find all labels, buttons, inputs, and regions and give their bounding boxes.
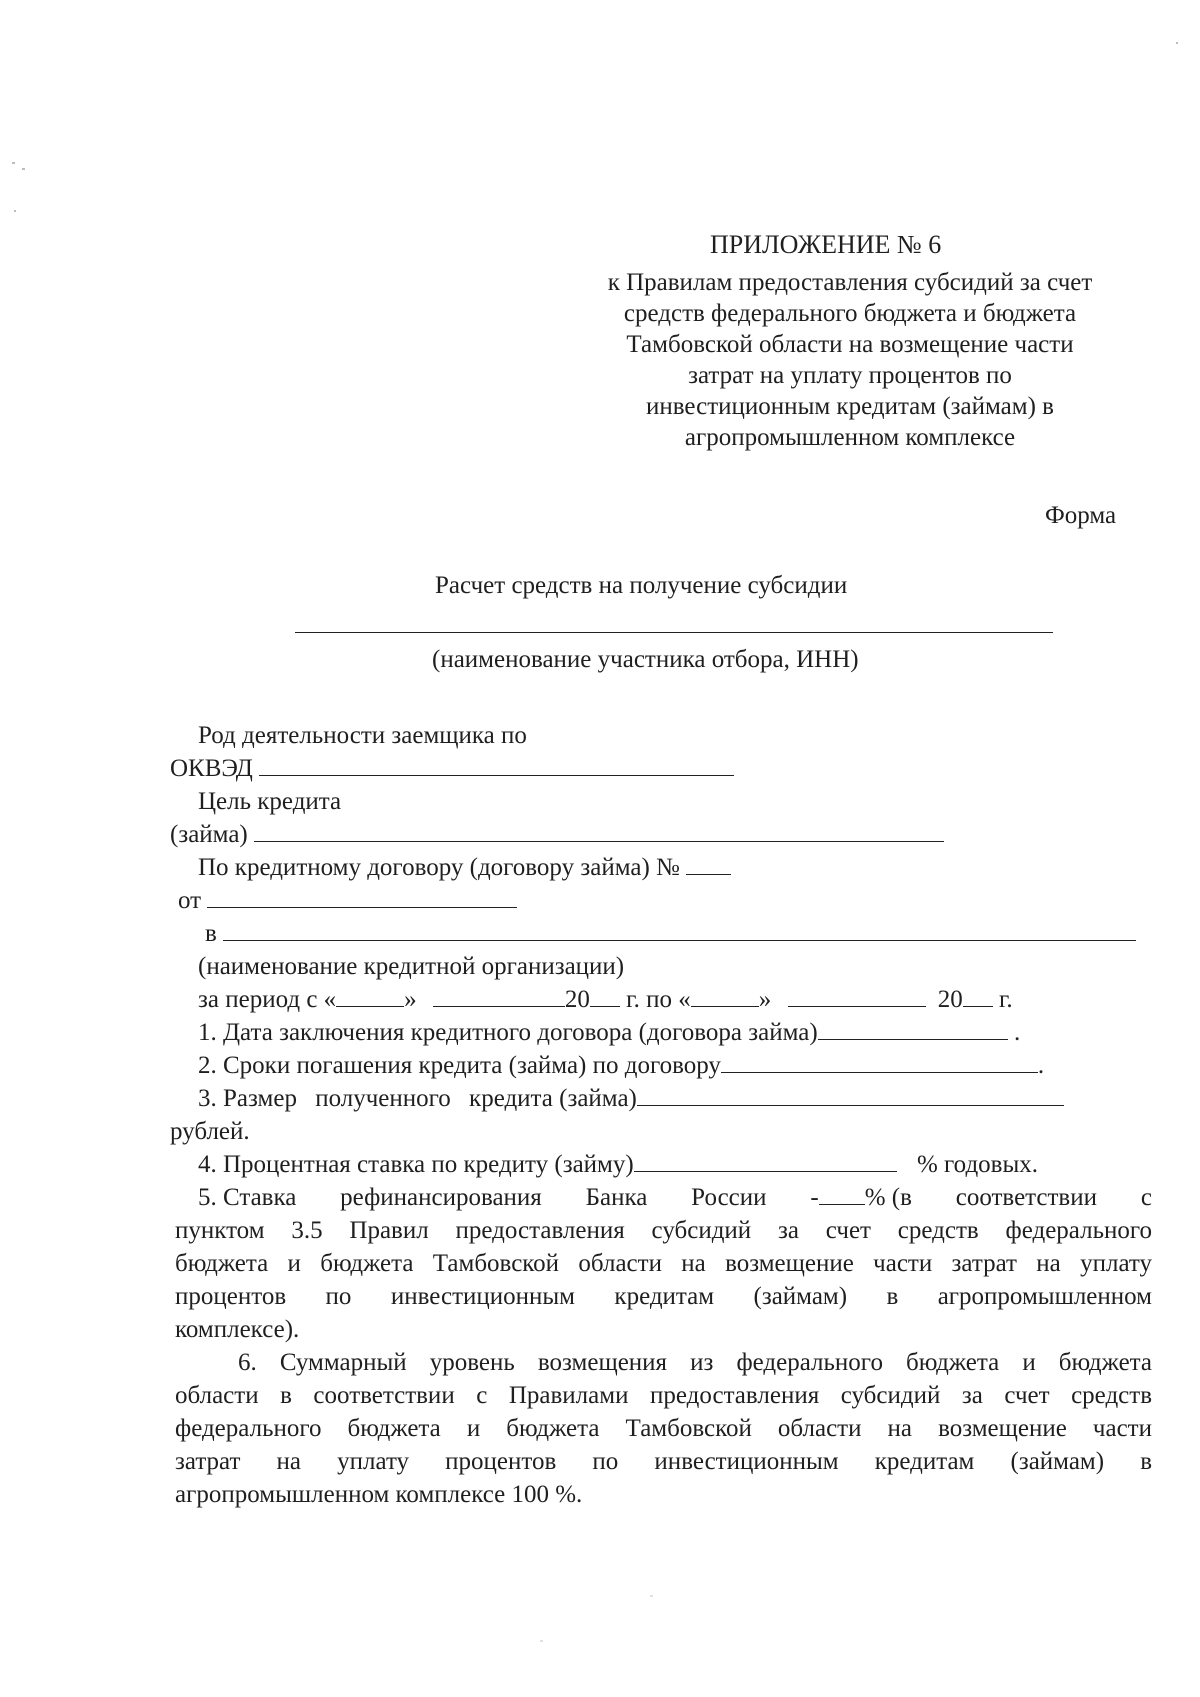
item-1-end: .	[1013, 1019, 1021, 1046]
okved-label: ОКВЭД	[170, 755, 253, 782]
loan-purpose-blank	[254, 823, 944, 842]
okved-row	[170, 756, 734, 781]
contract-label: По кредитному договору (договору займа) №	[198, 854, 680, 881]
quote-close: »	[404, 986, 417, 1013]
credit-org-caption: (наименование кредитной организации)	[198, 953, 625, 980]
item-1-blank	[818, 1021, 1008, 1040]
loan-purpose-row	[170, 822, 944, 847]
item-3-continuation: рублей.	[170, 1118, 250, 1145]
scan-speck	[540, 1640, 543, 1642]
item-5-first-line	[198, 1185, 1152, 1210]
credit-org-row	[205, 921, 1136, 946]
year-prefix: 20	[937, 986, 963, 1013]
item-5-blank	[819, 1186, 865, 1205]
item-5-line: пунктом 3.5 Правил предоставления субсидий за счет средств федерального	[175, 1217, 1152, 1244]
appendix-line: Тамбовской области на возмещение части	[626, 331, 1074, 358]
period-start-month-blank	[433, 988, 565, 1007]
item-5-word: рефинансирования	[340, 1184, 542, 1211]
item-5-word: России	[691, 1184, 767, 1211]
item-2-end: .	[1037, 1052, 1045, 1079]
activity-label: Род деятельности заемщика по	[198, 722, 527, 749]
item-6-line: 6. Суммарный уровень возмещения из федерального бюджета и бюджета	[238, 1349, 1152, 1376]
participant-name-line	[295, 632, 1053, 633]
item-5-rate	[810, 1185, 912, 1210]
appendix-line: агропромышленном комплексе	[684, 424, 1016, 451]
appendix-title: ПРИЛОЖЕНИЕ № 6	[710, 230, 942, 259]
item-5-word: соответствии	[955, 1184, 1097, 1211]
item-3-word: 3. Размер	[198, 1085, 297, 1112]
item-2-text: 2. Сроки погашения кредита (займа) по договору	[198, 1052, 721, 1079]
scan-speck	[12, 162, 15, 164]
loan-label: (займа)	[170, 821, 248, 848]
contract-date-blank	[207, 889, 517, 908]
item-5-line: бюджета и бюджета Тамбовской области на возмещение части затрат на уплату	[175, 1250, 1152, 1277]
item-5-word: Банка	[585, 1184, 648, 1211]
period-end-day-blank	[691, 988, 759, 1007]
year-suffix: г. по «	[619, 986, 691, 1013]
appendix-line: средств федерального бюджета и бюджета	[623, 300, 1077, 327]
item-4-blank	[634, 1153, 897, 1172]
form-label: Форма	[1045, 502, 1117, 529]
scan-speck	[650, 1595, 653, 1597]
item-6-line: затрат на уплату процентов по инвестиционным кредитам (займам) в	[175, 1448, 1152, 1475]
appendix-line: инвестиционным кредитам (займам) в	[646, 393, 1054, 420]
item-2-blank	[721, 1054, 1038, 1073]
year-end: г.	[992, 986, 1013, 1013]
purpose-label: Цель кредита	[198, 788, 342, 815]
period-end-year-blank	[963, 988, 993, 1007]
item-5-word: с	[1140, 1184, 1152, 1211]
year-prefix: 20	[564, 986, 590, 1013]
contract-number-blank	[686, 856, 731, 875]
item-3-word: полученного	[315, 1085, 451, 1112]
item-4	[198, 1152, 1038, 1177]
document-title: Расчет средств на получение субсидии	[435, 572, 848, 599]
period-end-month-blank	[788, 988, 926, 1007]
item-1	[198, 1020, 1020, 1045]
period-start-year-blank	[590, 988, 620, 1007]
appendix-line: к Правилам предоставления субсидий за счет	[607, 269, 1093, 296]
item-5-word: 5. Ставка	[198, 1184, 297, 1211]
item-6-last-line: агропромышленном комплексе 100 %.	[175, 1481, 583, 1508]
contract-date-row	[178, 888, 517, 913]
item-2	[198, 1053, 1044, 1078]
item-3	[198, 1086, 1064, 1111]
participant-caption: (наименование участника отбора, ИНН)	[432, 646, 859, 673]
item-6-line: области в соответствии с Правилами предоставления субсидий за счет средств	[175, 1382, 1152, 1409]
item-5-percent: % (в	[864, 1184, 912, 1211]
appendix-line: затрат на уплату процентов по	[688, 362, 1012, 389]
credit-org-blank	[223, 922, 1136, 941]
item-5-last-line: комплексе).	[175, 1316, 300, 1343]
okved-blank	[259, 757, 734, 776]
period-start-day-blank	[336, 988, 404, 1007]
item-1-text: 1. Дата заключения кредитного договора (договора займа)	[198, 1019, 818, 1046]
appendix-subtitle	[560, 270, 1140, 456]
scan-speck	[22, 168, 25, 170]
item-4-text: 4. Процентная ставка по кредиту (займу)	[198, 1151, 634, 1178]
item-3-blank	[637, 1087, 1064, 1106]
period-row	[198, 987, 1013, 1012]
scan-speck	[1176, 42, 1178, 44]
contract-row	[198, 855, 731, 880]
from-label: от	[178, 887, 202, 914]
item-5-line: процентов по инвестиционным кредитам (займам) в агропромышленном	[175, 1283, 1152, 1310]
item-5-dash: -	[810, 1184, 819, 1211]
item-3-word: кредита (займа)	[469, 1085, 637, 1112]
in-label: в	[205, 920, 217, 947]
quote-close: »	[758, 986, 772, 1013]
scan-speck	[14, 210, 16, 212]
item-6-line: федерального бюджета и бюджета Тамбовской области на возмещение части	[175, 1415, 1152, 1442]
item-4-end: % годовых.	[916, 1151, 1039, 1178]
period-prefix: за период с «	[198, 986, 337, 1013]
